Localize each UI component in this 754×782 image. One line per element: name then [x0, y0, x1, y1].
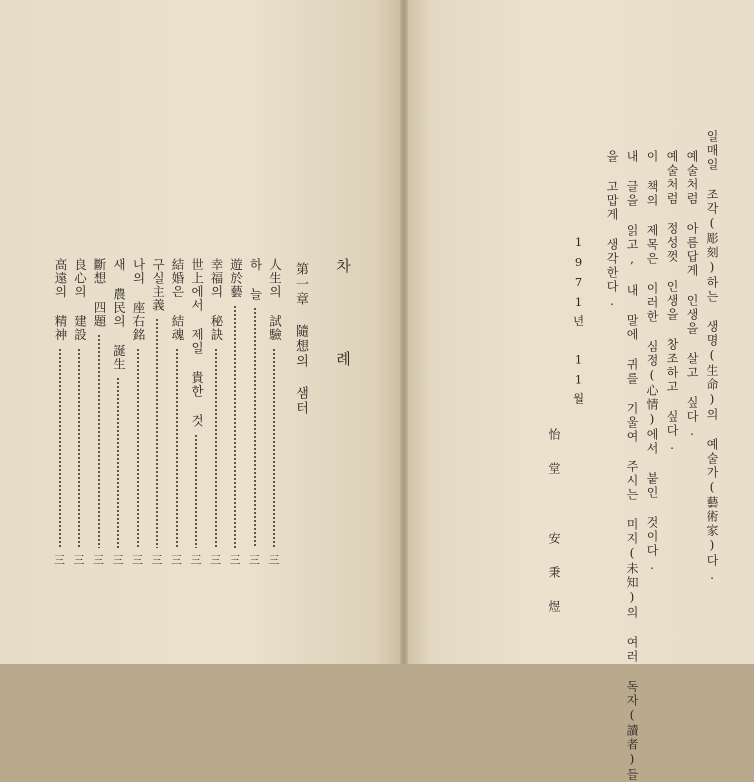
toc-entry-page: 三 — [72, 554, 85, 565]
preface-date: 1971년 11월 — [571, 235, 586, 410]
toc-entry-page: 三 — [111, 554, 124, 565]
toc-entry — [249, 258, 263, 578]
preface-line-6: 을 고맙게 생각한다. — [605, 150, 619, 310]
toc-entry — [112, 258, 126, 578]
toc-entry — [171, 258, 185, 578]
preface-author: 怡堂 安秉煜 — [547, 428, 561, 634]
toc-entry — [54, 258, 68, 578]
preface-line-1: 일매일 조각(彫刻)하는 생명(生命)의 예술가(藝術家)다. — [705, 130, 719, 584]
toc-entry-title: 世上에서 제일 貴한 것 — [189, 258, 205, 428]
toc-entry — [229, 258, 243, 578]
toc-entry-page: 三 — [228, 554, 241, 565]
toc-leader-dots — [98, 334, 100, 548]
toc-entry-title: 良心의 建設 — [72, 258, 88, 342]
toc-entry-page: 三 — [189, 554, 202, 565]
toc-entry-page: 三 — [169, 554, 183, 565]
toc-leader-dots — [117, 377, 119, 548]
toc-entry-page: 三 — [247, 554, 261, 565]
toc-entry-title: 人生의 試驗 — [267, 258, 283, 342]
book-gutter — [400, 0, 408, 664]
toc-entry-title: 나의 座右銘 — [131, 258, 146, 342]
toc-entry-page: 三 — [150, 554, 163, 565]
toc-leader-dots — [176, 348, 178, 548]
toc-entry-title: 斷想 四題 — [92, 258, 107, 328]
toc-leader-dots — [137, 348, 139, 548]
toc-entry-title: 하 늘 — [248, 258, 263, 301]
toc-entry-title: 구실主義 — [150, 258, 166, 312]
preface-line-5: 내 글을 읽고, 내 말에 귀를 기울여 주시는 미지(未知)의 여러 독자(讀者)들 — [625, 150, 639, 782]
toc-entry-page: 三 — [208, 554, 222, 565]
preface-line-4: 이 책의 제목은 이러한 심정(心情)에서 붙인 것이다. — [645, 150, 659, 574]
toc-heading: 차 례 — [334, 258, 352, 396]
toc-entry-title: 結婚은 結魂 — [170, 258, 185, 342]
preface-line-2: 예술처럼 아름답게 인생을 살고 싶다. — [685, 150, 699, 440]
toc-entry — [93, 258, 107, 578]
toc-entry-title: 遊於藝 — [228, 258, 244, 299]
toc-entry-page: 三 — [267, 554, 280, 565]
toc-leader-dots — [273, 348, 275, 548]
toc-entry-title: 새 農民의 誕生 — [111, 258, 127, 371]
toc-entry — [73, 258, 87, 578]
toc-entry-page: 三 — [52, 554, 66, 565]
toc-entry — [268, 258, 282, 578]
toc-leader-dots — [156, 318, 158, 548]
toc-leader-dots — [78, 348, 80, 548]
toc-leader-dots — [234, 305, 236, 548]
chapter-title: 第一章 隨想의 샘터 — [293, 262, 308, 416]
toc-entry — [190, 258, 204, 578]
toc-entry — [132, 258, 146, 578]
toc-entry-title: 高遠의 精神 — [53, 258, 68, 342]
toc-entry — [210, 258, 224, 578]
toc-entry — [151, 258, 165, 578]
toc-entry-page: 三 — [91, 554, 105, 565]
toc-leader-dots — [59, 348, 61, 548]
toc-entry-page: 三 — [130, 554, 144, 565]
toc-entry-title: 幸福의 秘訣 — [209, 258, 224, 342]
preface-line-3: 예술처럼 정성껏 인생을 창조하고 싶다. — [665, 150, 679, 454]
toc-leader-dots — [215, 348, 217, 548]
toc-leader-dots — [254, 307, 256, 548]
toc-leader-dots — [195, 434, 197, 548]
